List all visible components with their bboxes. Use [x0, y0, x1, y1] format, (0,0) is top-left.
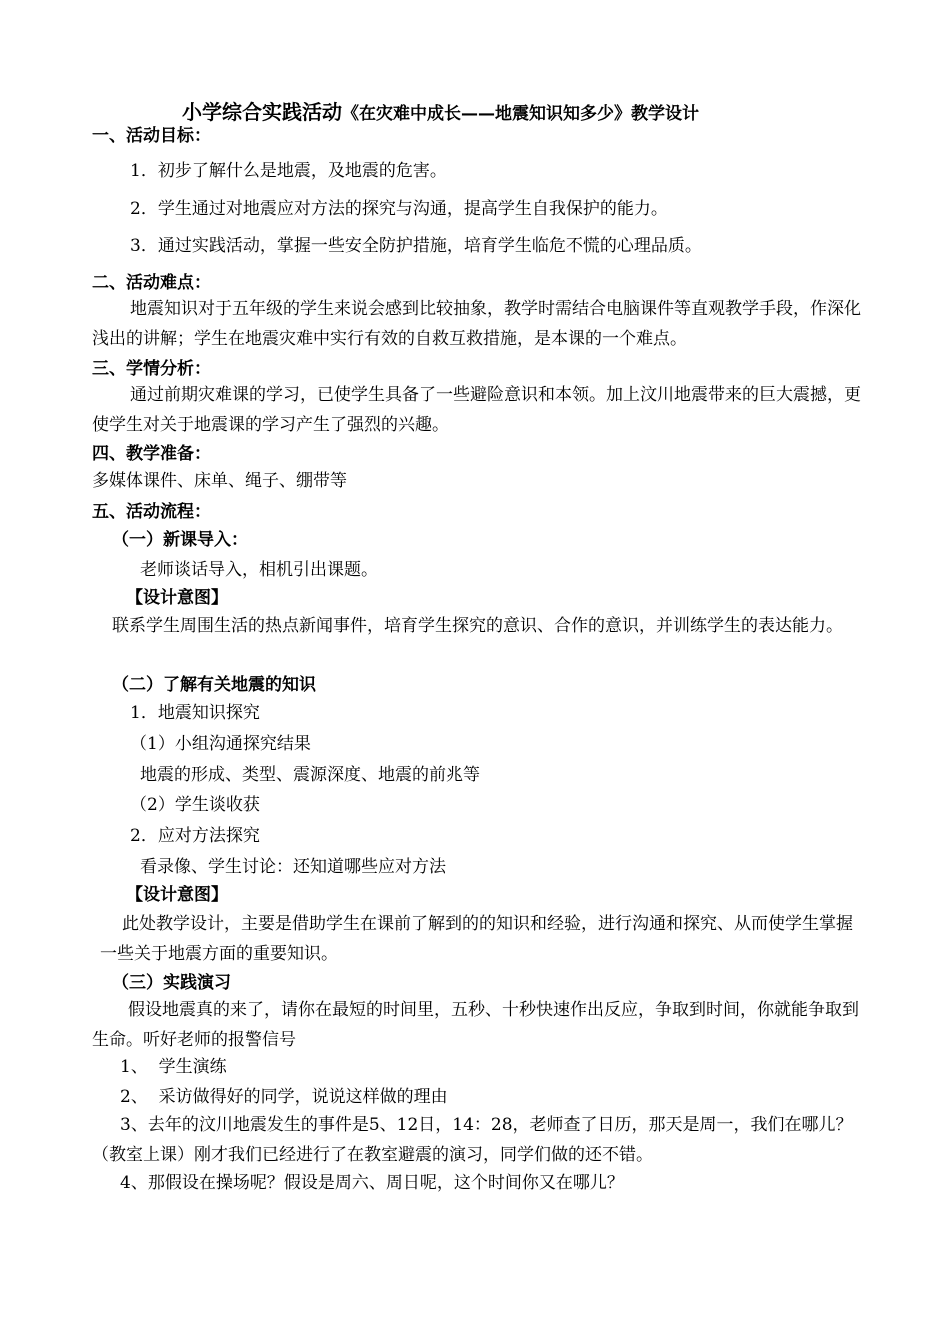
title-main: 小学综合实践活动	[182, 100, 342, 124]
part-2-sub-2: （2）学生谈收获	[130, 795, 260, 815]
part-2-sub-1: （1）小组沟通探究结果	[130, 734, 311, 754]
section-4-heading: 四、教学准备：	[92, 444, 211, 464]
part-3-paragraph: 假设地震真的来了，请你在最短的时间里，五秒、十秒快速作出反应，争取到时间，你就能争取到生命。听好老师的报警信号	[92, 1000, 859, 1050]
section-3-heading: 三、学情分析：	[92, 359, 211, 379]
section-2-heading: 二、活动难点：	[92, 273, 211, 293]
s2-paragraph: 地震知识对于五年级的学生来说会感到比较抽象，教学时需结合电脑课件等直观教学手段，作深化浅出的讲解；学生在地震灾难中实行有效的自救互救措施，是本课的一个难点。	[92, 299, 861, 349]
part-1-heading: （一）新课导入：	[112, 530, 248, 550]
section-5-heading: 五、活动流程：	[92, 502, 211, 522]
s1-item-1: 1．初步了解什么是地震，及地震的危害。	[130, 161, 447, 181]
design-label-2: 【设计意图】	[126, 885, 228, 905]
s1-item-3: 3．通过实践活动，掌握一些安全防护措施，培育学生临危不慌的心理品质。	[130, 236, 702, 256]
part-3-item-4: 4、那假设在操场呢？假设是周六、周日呢，这个时间你又在哪儿？	[120, 1173, 624, 1193]
part-2-item-2-text: 看录像、学生讨论：还知道哪些应对方法	[140, 857, 446, 877]
document-title	[182, 101, 699, 125]
design-label-1: 【设计意图】	[126, 588, 228, 608]
title-sub: 《在灾难中成长——地震知识知多少》教学设计	[342, 104, 699, 124]
part-1-text: 老师谈话导入，相机引出课题。	[140, 560, 378, 580]
part-3-item-1: 1、 学生演练	[120, 1057, 227, 1077]
design-paragraph-1: 联系学生周围生活的热点新闻事件，培育学生探究的意识、合作的意识，并训练学生的表达能力。	[112, 616, 843, 636]
part-2-item-2: 2．应对方法探究	[130, 826, 260, 846]
part-2-heading: （二）了解有关地震的知识	[112, 675, 316, 695]
part-2-item-1: 1．地震知识探究	[130, 703, 260, 723]
part-3-item-3: 3、去年的汶川地震发生的事件是5、12日，14：28，老师查了日历，那天是周一，我们在哪儿？（教室上课）刚才我们已经进行了在教室避震的演习，同学们做的还不错。	[92, 1115, 853, 1165]
section-1-heading: 一、活动目标：	[92, 126, 211, 146]
s1-item-2: 2．学生通过对地震应对方法的探究与沟通，提高学生自我保护的能力。	[130, 199, 668, 219]
s3-paragraph: 通过前期灾难课的学习，已使学生具备了一些避险意识和本领。加上汶川地震带来的巨大震撼，更使学生对关于地震课的学习产生了强烈的兴趣。	[92, 385, 861, 435]
design-paragraph-2: 此处教学设计，主要是借助学生在课前了解到的的知识和经验，进行沟通和探究、从而使学生掌握一些关于地震方面的重要知识。	[100, 914, 853, 964]
s4-text: 多媒体课件、床单、绳子、绷带等	[92, 471, 347, 491]
part-3-item-2: 2、 采访做得好的同学，说说这样做的理由	[120, 1087, 448, 1107]
part-3-heading: （三）实践演习	[112, 973, 231, 993]
part-2-sub-1-text: 地震的形成、类型、震源深度、地震的前兆等	[140, 765, 480, 785]
